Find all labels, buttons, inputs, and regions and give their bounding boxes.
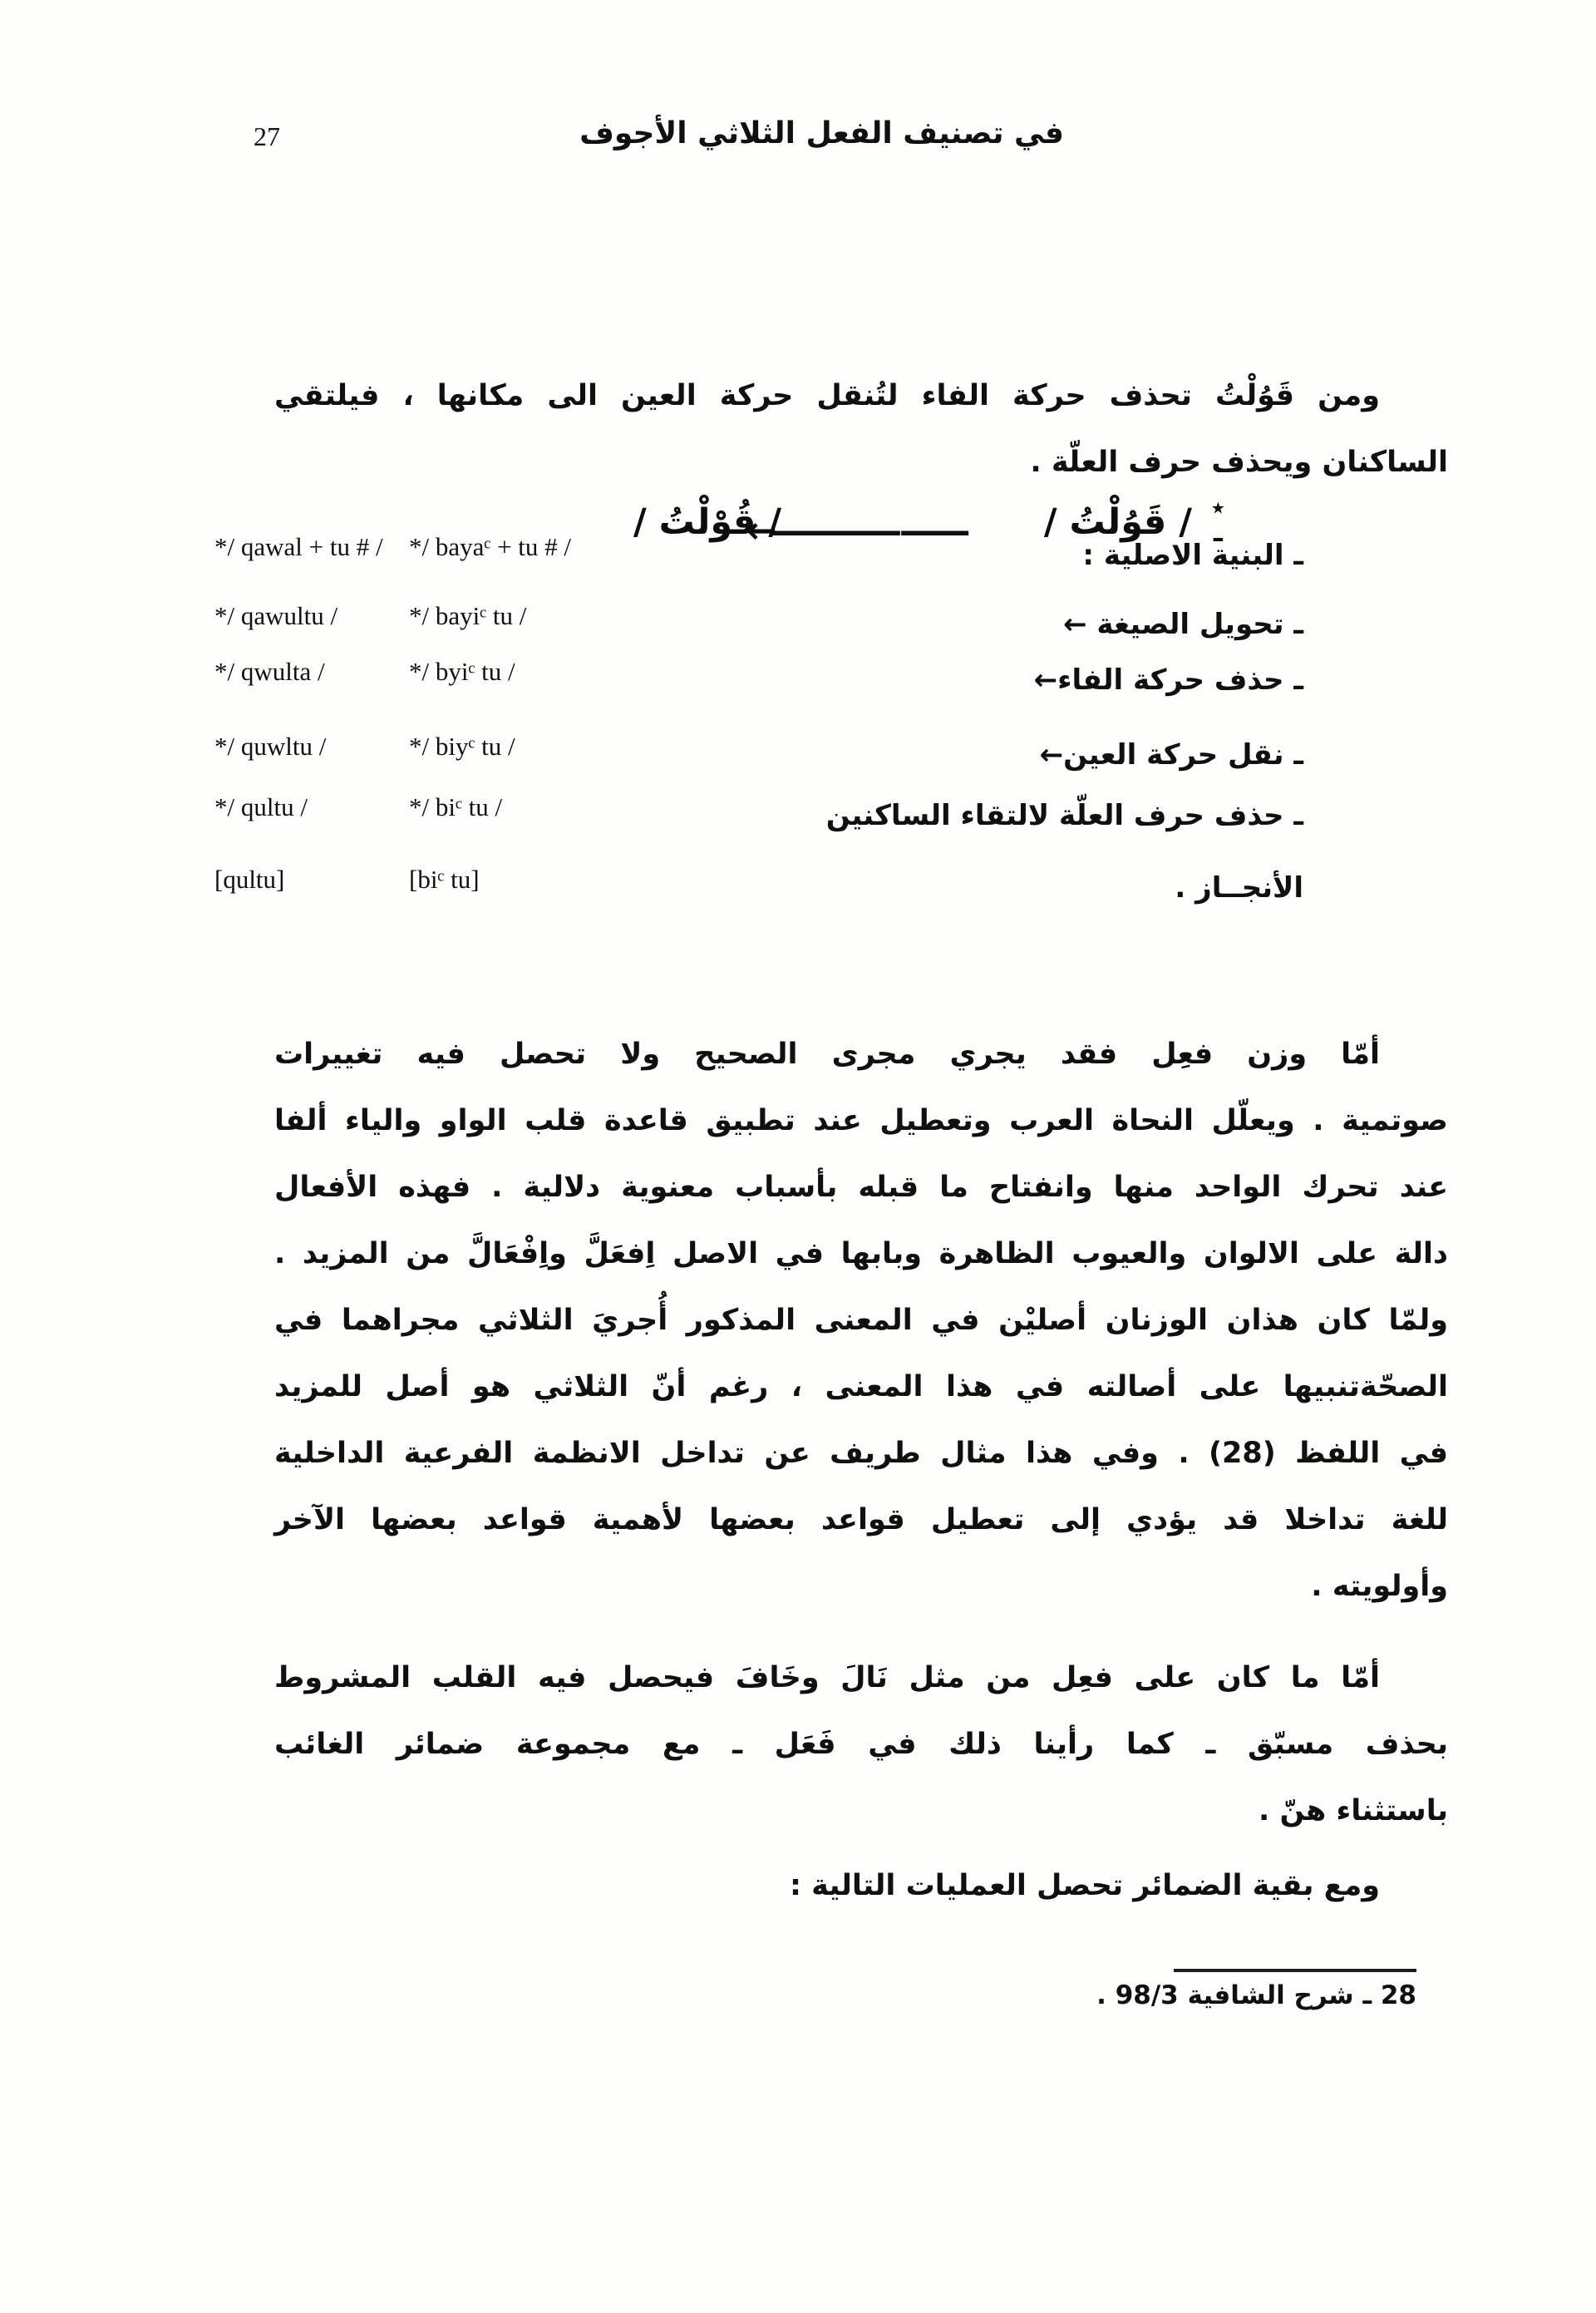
text-line: أمّا ما كان على فعِل من مثل نَالَ وخَافَ فيحصل فيه القلب المشروط — [274, 1661, 1380, 1694]
running-head: في تصنيف الفعل الثلاثي الأجوف — [579, 116, 1064, 150]
step-label: ـ حذف حرف العلّة لالتقاء الساكنين — [825, 799, 1303, 832]
formula-result-form: / قُوْلْتُ / — [633, 501, 782, 543]
formula-source-form: / قَوُلْتُ / — [1043, 501, 1192, 543]
qwl-form: */ qawultu / — [214, 601, 338, 630]
qwl-surface-form: [qultu] — [214, 865, 285, 894]
paragraph-remaining-pronouns — [274, 1852, 1448, 1919]
footnote: 28 ـ شرح الشافية 98/3 . — [1096, 1980, 1416, 2010]
by-form: */ biyᶜ tu / — [409, 732, 515, 761]
table-row — [0, 653, 1596, 728]
text-line: دالة على الالوان والعيوب الظاهرة وبابها في الاصل اِفعَلَّ واِفْعَالَّ من المزيد . — [274, 1237, 1448, 1270]
by-form: */ bayaᶜ + tu # / — [409, 532, 572, 561]
step-label: الأنجــاز . — [1175, 871, 1303, 905]
text-line: الساكنان ويحذف حرف العلّة . — [1030, 446, 1448, 479]
text-line: وأولويته . — [1311, 1570, 1448, 1603]
paragraph-rule-description — [274, 362, 1448, 496]
by-form: */ biᶜ tu / — [409, 792, 503, 821]
table-row — [0, 529, 1596, 598]
by-form: */ bayiᶜ tu / — [409, 601, 527, 630]
table-row — [0, 598, 1596, 653]
qwl-form: */ qwulta / — [214, 657, 325, 686]
text-line: ومع بقية الضمائر تحصل العمليات التالية : — [790, 1869, 1380, 1902]
step-label: ـ نقل حركة العين← — [1039, 738, 1303, 772]
text-line: ولمّا كان هذان الوزنان أصليْن في المعنى المذكور أُجريَ الثلاثي مجراهما في — [274, 1304, 1448, 1337]
derivation-table — [0, 529, 1596, 928]
qwl-form: */ qawal + tu # / — [214, 532, 383, 561]
paragraph-faila-pattern — [274, 1021, 1448, 1620]
marker-dash: ـ — [1213, 516, 1223, 548]
step-label: ـ حذف حركة الفاء← — [1033, 663, 1303, 697]
by-surface-form: [biᶜ tu] — [409, 865, 480, 894]
page-number: 27 — [254, 121, 280, 151]
text-line: عند تحرك الواحد منها وانفتاح ما قبله بأسباب معنوية دلالية . فهذه الأفعال — [274, 1171, 1448, 1204]
text-line: في اللفظ (28) . وفي هذا مثال طريف عن تداخل الانظمة الفرعية الداخلية — [274, 1437, 1448, 1470]
by-form: */ byiᶜ tu / — [409, 657, 515, 686]
step-label: ـ تحويل الصيغة ← — [1063, 608, 1303, 641]
text-line: أمّا وزن فعِل فقد يجري مجرى الصحيح ولا تحصل فيه تغييرات — [274, 1038, 1380, 1071]
text-line: ومن قَوُلْتُ تحذف حركة الفاء لتُنقل حركة العين الى مكانها ، فيلتقي — [274, 379, 1380, 412]
text-line: صوتمية . ويعلّل النحاة العرب وتعطيل عند تطبيق قاعدة قلب الواو والياء ألفا — [274, 1104, 1448, 1137]
text-line: الصحّةتنبيها على أصالته في هذا المعنى ، رغم أنّ الثلاثي هو أصل للمزيد — [274, 1370, 1448, 1403]
text-line: بحذف مسبّق ـ كما رأينا ذلك في فَعَل ـ مع مجموعة ضمائر الغائب — [274, 1728, 1448, 1761]
asterisk-icon: ٭ — [1210, 491, 1225, 523]
step-label: ـ البنية الاصلية : — [1082, 539, 1303, 572]
qwl-form: */ quwltu / — [214, 732, 327, 761]
footnote-divider — [1174, 1969, 1416, 1972]
paragraph-nala-khafa — [274, 1645, 1448, 1844]
table-row — [0, 728, 1596, 789]
text-line: للغة تداخلا قد يؤدي إلى تعطيل قواعد بعضها لأهمية قواعد بعضها الآخر — [274, 1503, 1448, 1536]
table-row — [0, 861, 1596, 928]
text-line: باستثناء هنّ . — [1258, 1794, 1448, 1827]
left-arrow-icon: ←―――― ―― — [746, 510, 963, 552]
qwl-form: */ qultu / — [214, 792, 308, 821]
table-row — [0, 789, 1596, 861]
